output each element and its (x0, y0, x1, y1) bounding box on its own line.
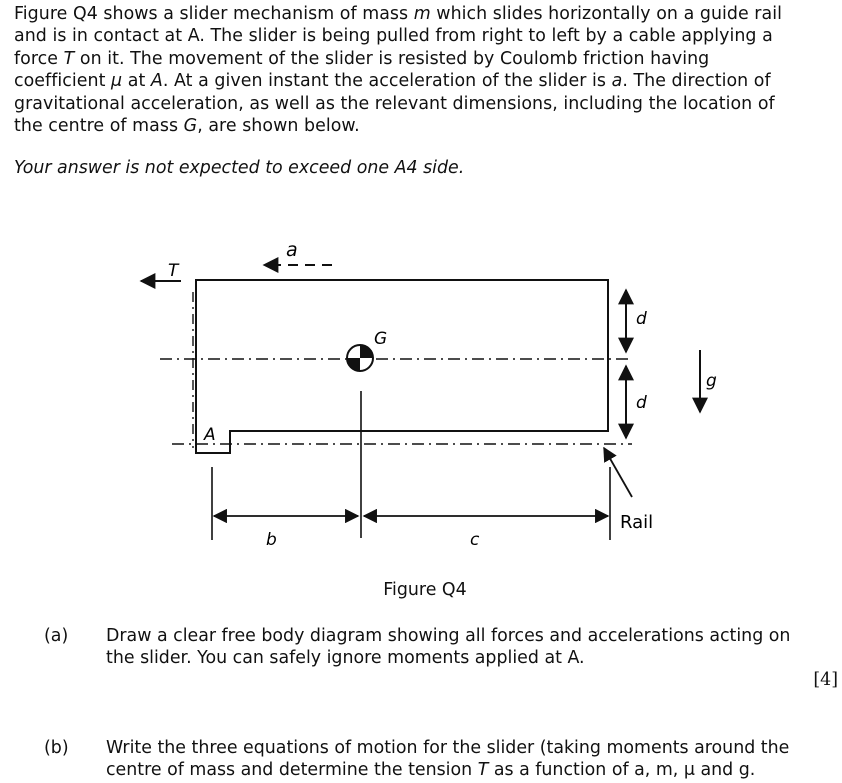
intro-line: the centre of mass G, are shown below. (14, 116, 360, 137)
centre-of-mass-label: G (374, 329, 388, 349)
dim-b-label: b (266, 530, 277, 550)
rail-label: Rail (620, 512, 654, 533)
dim-c-label: c (470, 530, 480, 550)
question-b-line: Write the three equations of motion for the slider (taking moments around the (106, 738, 790, 758)
question-a-marks: [4] (813, 670, 838, 690)
question-b-line: centre of mass and determine the tension T as a function of a, m, μ and g. (106, 760, 756, 781)
figure-caption: Figure Q4 (383, 580, 467, 600)
dim-d-upper-label: d (636, 309, 647, 329)
rail-leader (604, 448, 632, 497)
length-note: Your answer is not expected to exceed one A4 side. (14, 158, 465, 178)
tension-label: T (168, 261, 179, 281)
gravity-label: g (706, 371, 717, 391)
question-a (0, 625, 842, 671)
question-a-line: Draw a clear free body diagram showing all forces and accelerations acting on (106, 626, 791, 646)
acceleration-label: a (286, 239, 298, 261)
question-a-line: the slider. You can safely ignore moments applied at A. (106, 648, 585, 669)
intro-line: coefficient μ at A. At a given instant the acceleration of the slider is a. The direction of (14, 71, 771, 92)
intro-line: Figure Q4 shows a slider mechanism of mass m which slides horizontally on a guide rail (14, 4, 782, 24)
intro-line: and is in contact at A. The slider is being pulled from right to left by a cable applying a (14, 26, 773, 47)
question-b-number: (b) (44, 738, 69, 758)
intro-line: gravitational acceleration, as well as the relevant dimensions, including the location of (14, 93, 775, 114)
centre-of-mass-icon (347, 345, 373, 371)
contact-point-label: A (204, 425, 216, 445)
question-b (0, 737, 842, 783)
question-a-number: (a) (44, 626, 69, 646)
dim-d-lower-label: d (636, 393, 647, 413)
slider-body (196, 280, 608, 453)
intro-line: force T on it. The movement of the slider is resisted by Coulomb friction having (14, 48, 710, 69)
